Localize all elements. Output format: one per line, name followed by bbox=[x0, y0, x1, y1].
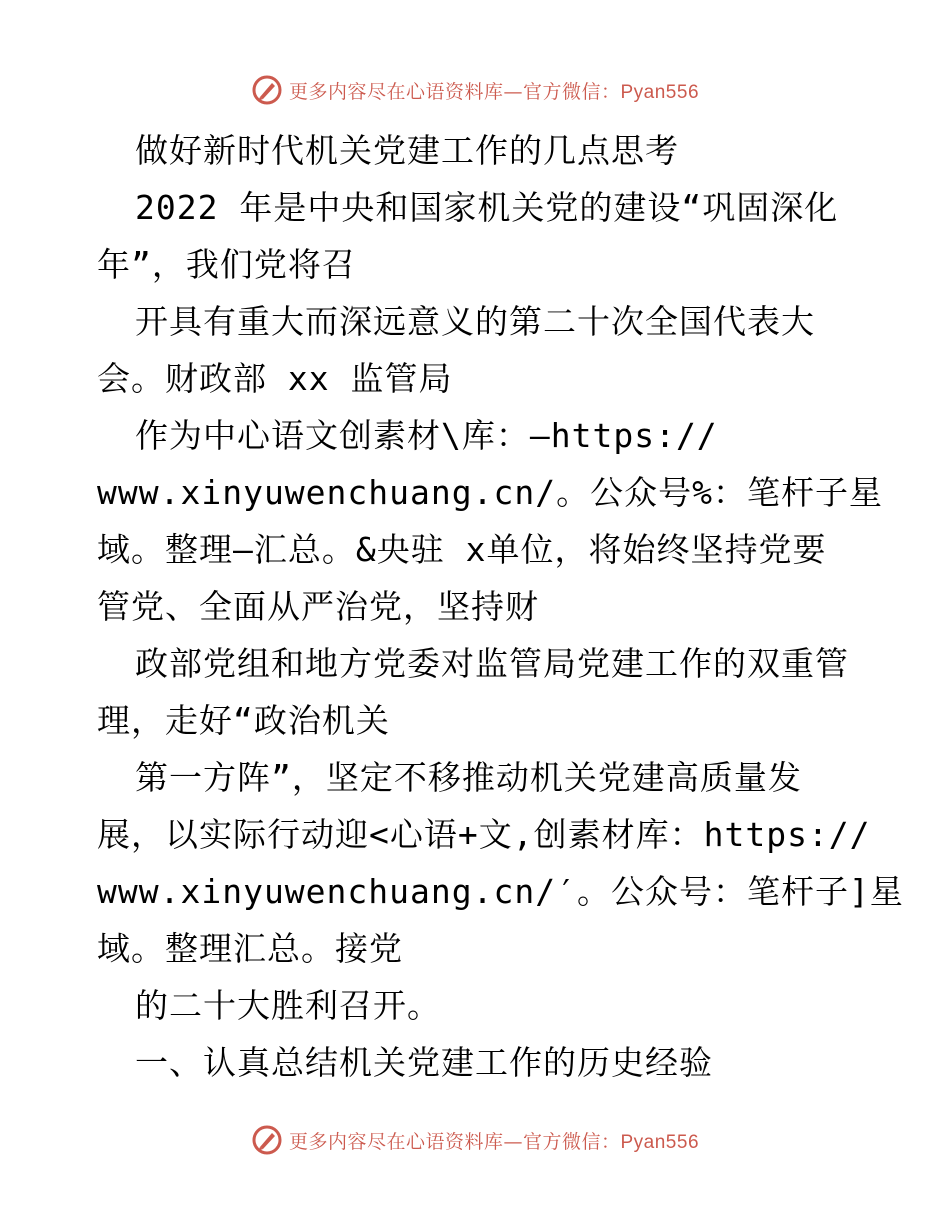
document-title: 做好新时代机关党建工作的几点思考 bbox=[135, 131, 679, 170]
wechat-id: Pyan556 bbox=[620, 81, 700, 103]
paragraph-line: 理，走好“政治机关 bbox=[97, 701, 390, 740]
document-body bbox=[97, 122, 904, 1091]
watermark-text: 更多内容尽在心语资料库—官方微信：Pyan556 bbox=[288, 1130, 700, 1153]
wechat-id: Pyan556 bbox=[620, 1131, 700, 1153]
footer-watermark bbox=[0, 1120, 950, 1160]
paragraph-line: 2022 年是中央和国家机关党的建设“巩固深化 bbox=[135, 188, 839, 227]
paragraph-line: 作为中心语文创素材\库：—https:// bbox=[135, 416, 718, 455]
paragraph-line: www.xinyuwenchuang.cn/′。公众号：笔杆子]星 bbox=[97, 872, 904, 911]
paragraph-line: www.xinyuwenchuang.cn/。公众号%：笔杆子星 bbox=[97, 473, 883, 512]
paragraph-line: 域。整理汇总。接党 bbox=[97, 929, 403, 968]
paragraph-line: 的二十大胜利召开。 bbox=[135, 986, 441, 1025]
paragraph-line: 域。整理—汇总。&央驻 x单位，将始终坚持党要 bbox=[97, 530, 827, 569]
paragraph-line: 展，以实际行动迎<心语+文,创素材库：https:// bbox=[97, 815, 871, 854]
watermark-text: 更多内容尽在心语资料库—官方微信：Pyan556 bbox=[288, 80, 700, 103]
paragraph-line: 管党、全面从严治党，坚持财 bbox=[97, 587, 539, 626]
header-watermark bbox=[0, 70, 950, 110]
paragraph-line: 政部党组和地方党委对监管局党建工作的双重管 bbox=[135, 644, 849, 683]
paragraph-line: 年”，我们党将召 bbox=[97, 245, 356, 284]
pen-seal-icon bbox=[251, 74, 283, 106]
paragraph-line: 第一方阵”，坚定不移推动机关党建高质量发 bbox=[135, 758, 802, 797]
paragraph-line: 会。财政部 xx 监管局 bbox=[97, 359, 453, 398]
section-heading: 一、认真总结机关党建工作的历史经验 bbox=[135, 1043, 713, 1082]
pen-seal-icon bbox=[251, 1124, 283, 1156]
paragraph-line: 开具有重大而深远意义的第二十次全国代表大 bbox=[135, 302, 815, 341]
